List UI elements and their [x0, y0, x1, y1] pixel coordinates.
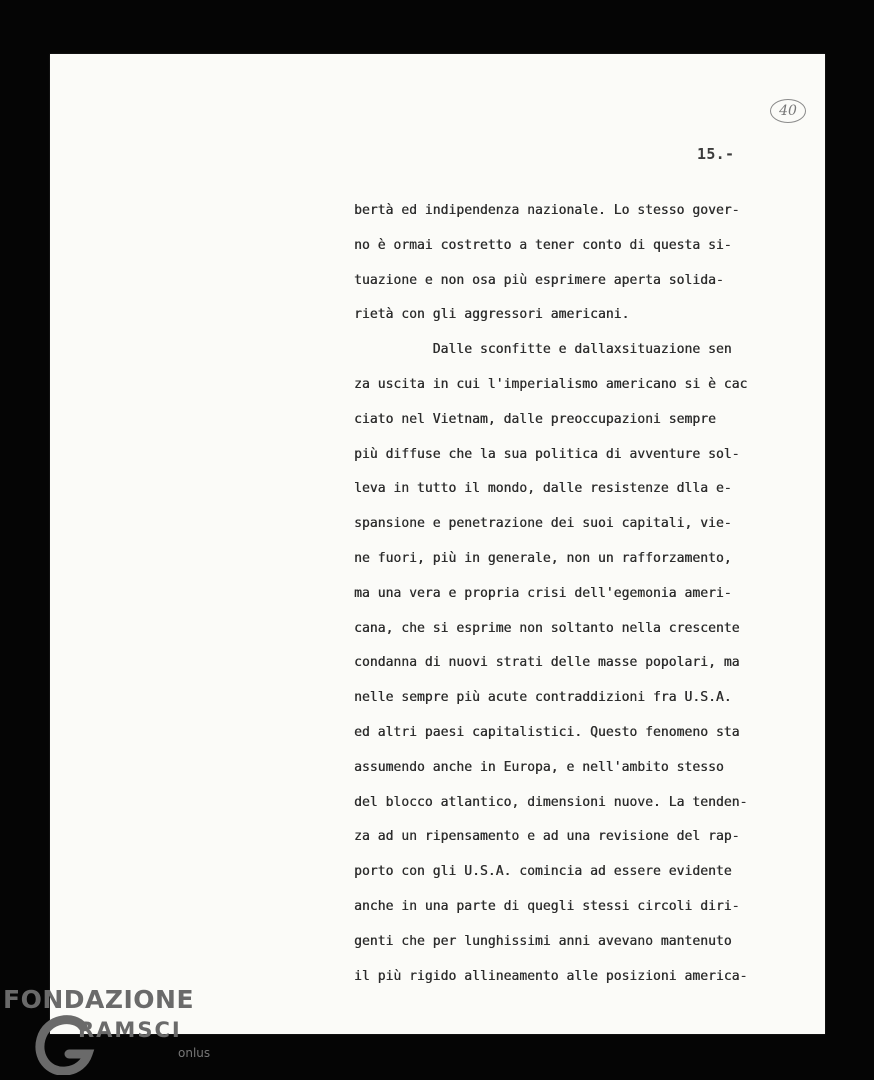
- text-line: cana, che si esprime non soltanto nella crescente: [354, 620, 740, 636]
- text-line: condanna di nuovi strati delle masse popolari, ma: [354, 655, 740, 671]
- text-line: del blocco atlantico, dimensioni nuove. La tenden-: [354, 794, 748, 810]
- text-line: porto con gli U.S.A. comincia ad essere evidente: [354, 864, 732, 880]
- text-line: anche in una parte di quegli stessi circoli diri-: [354, 899, 740, 914]
- text-line: za uscita in cui l'imperialismo americano si è cac: [354, 377, 748, 392]
- text-line: genti che per lunghissimi anni avevano mantenuto: [354, 933, 732, 949]
- text-line: più diffuse che la sua politica di avventure sol-: [354, 446, 740, 462]
- archive-page-mark: 40: [770, 99, 806, 123]
- text-line: assumendo anche in Europa, e nell'ambito stesso: [354, 759, 724, 775]
- text-line: za ad un ripensamento e ad una revisione del rap-: [354, 829, 740, 845]
- text-line: spansione e penetrazione dei suoi capitali, vie-: [354, 516, 732, 532]
- text-line: ma una vera e propria crisi dell'egemonia ameri-: [354, 585, 732, 601]
- text-line: Dalle sconfitte e dallaxsituazione sen: [354, 342, 732, 358]
- paper-sheet: [50, 54, 825, 1034]
- watermark-line-1: FONDAZIONE: [3, 985, 195, 1014]
- watermark-line-2: RAMSCI: [78, 1018, 182, 1042]
- watermark-suffix: onlus: [178, 1046, 211, 1060]
- text-line: no è ormai costretto a tener conto di questa si-: [354, 237, 732, 253]
- text-line: ciato nel Vietnam, dalle preoccupazioni sempre: [354, 411, 716, 427]
- text-line: il più rigido allineamento alle posizioni america-: [354, 968, 748, 984]
- text-line: bertà ed indipendenza nazionale. Lo stesso gover-: [354, 203, 740, 218]
- text-line: ne fuori, più in generale, non un rafforzamento,: [354, 551, 732, 566]
- text-line: nelle sempre più acute contraddizioni fra U.S.A.: [354, 690, 732, 706]
- fondazione-gramsci-watermark: [3, 985, 218, 1077]
- page-number: 15.-: [697, 145, 735, 163]
- text-line: rietà con gli aggressori americani.: [354, 307, 630, 323]
- text-line: ed altri paesi capitalistici. Questo fenomeno sta: [354, 725, 740, 740]
- text-line: leva in tutto il mondo, dalle resistenze dlla e-: [354, 481, 732, 497]
- text-line: tuazione e non osa più esprimere aperta solida-: [354, 272, 724, 288]
